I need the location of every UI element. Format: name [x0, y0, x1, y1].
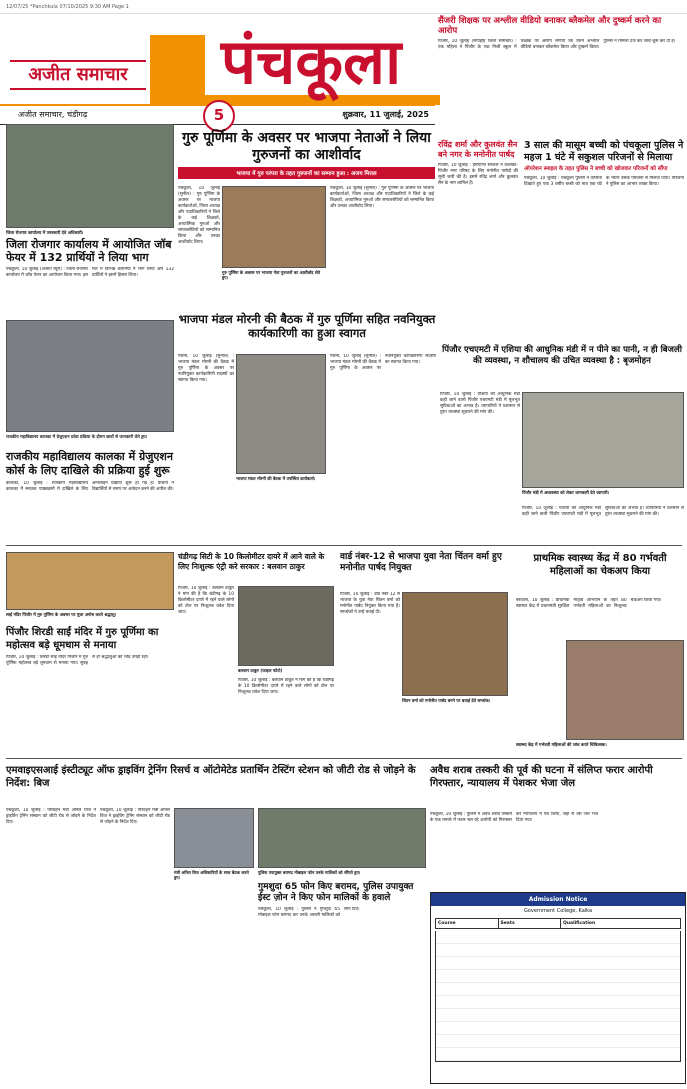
article-pinjore-mandi: [440, 345, 684, 389]
edition-date: शुक्रवार, 11 जुलाई, 2025: [342, 110, 429, 119]
article-child-rescue: [524, 140, 684, 340]
ad-col: Course: [436, 919, 499, 928]
admission-ad: [430, 892, 686, 1084]
photo-sai-mandir: [6, 552, 174, 610]
article-body: पंचकूला, 10 जुलाई : पंचकूला पुलिस ने तत्परता दिखाते हुए एक 3 वर्षीय बच्ची को मात्र एक घंटे के भीतर उसके परिजनों से मिलवा दिया। परिजनों ने पुलिस का आभार व्यक्त किया।: [524, 176, 684, 187]
edition-bar: [0, 104, 435, 125]
article-body-continued: मोरनी, 10 जुलाई (सुनील) : भाजपा मंडल मोरनी की बैठक में गुरु पूर्णिमा के अवसर पर नवनियुक्त कार्यकारिणी सदस्यों का स्वागत किया गया।: [330, 354, 436, 371]
article-body-continued: पंचकूला, 10 जुलाई (सुनील) : गुरु पूर्णिमा के अवसर पर भाजपा कार्यकर्ताओं, जिला अध्यक्ष और पदाधिकारियों ने जिले के कई शिक्षकों, अध्यात्मिक गुरुओं और समाजसेवियों को सम्मानित किया और उनका आशीर्वाद लिया।: [330, 186, 434, 209]
article-chandigarh: [178, 552, 336, 582]
headline: भाजपा मंडल मोरनी की बैठक में गुरु पूर्णिमा सहित नवनियुक्त कार्यकारिणी का हुआ स्वागत: [178, 312, 436, 340]
headline: रविंद्र शर्मा और कुलवंत सैन बने नगर के मनोनीत पार्षद: [438, 140, 518, 159]
article-body: पंचकूला, 10 जुलाई : पुलिस ने अवैध शराब तस्करी के एक मामले में फरार चल रहे आरोपी को गिरफ्तार कर न्यायालय में पेश किया, जहां से उसे जेल भेज दिया गया।: [430, 812, 598, 823]
edition-label: अजीत समाचार, चंडीगढ़: [18, 110, 88, 119]
article-ravinder: [438, 140, 518, 340]
article-body: पिंजौर, 10 जुलाई : बलवान ठाकुर ने मांग की है कि चंडीगढ़ के 10 किलोमीटर दायरे में रहने वाले लोगों को टोल पर निःशुल्क प्रवेश दिया जाए।: [178, 586, 234, 615]
caption: साईं मंदिर पिंजौर में गुरु पूर्णिमा के अवसर पर पूजा अर्चना करते श्रद्धालु।: [6, 612, 117, 617]
caption: गुरु पूर्णिमा के अवसर पर भाजपा नेता गुरुजनों का आशीर्वाद लेते हुए।: [222, 270, 321, 280]
headline: पिंजौर शिरडी साईं मंदिर में गुरु पूर्णिमा का महोत्सव बड़े धूमधाम से मनाया: [6, 627, 159, 651]
photo-balwan-thakur: [238, 586, 334, 666]
caption: बलवान ठाकुर (फाइल फोटो): [238, 668, 283, 673]
ad-table-body: [435, 931, 681, 1062]
article-ward12: [340, 552, 512, 588]
article-body: पंचकूला, 10 जुलाई : पुलिस ने गुमशुदा 65 मोबाइल फोन बरामद कर उनके असली मालिकों को सौंप दिए।: [258, 907, 360, 918]
photo-mobile-recovery: [258, 808, 426, 868]
tagline: भाजपा में गुरु परंपरा के तहत गुरुजनों का सम्मान हुआ : अजय मित्तल: [178, 167, 435, 179]
headline: चंडीगढ़ सिटी के 10 किलोमीटर दायरे में आने वाले के लिए निःशुल्क एंट्री करे सरकार : बलवान ठाकुर: [178, 552, 325, 571]
article-driving: [6, 764, 426, 804]
article-body-continued: पंचकूला, 10 जुलाई : परिवहन मंत्री अनिल विज ने ड्राइविंग ट्रेनिंग संस्थान को जीटी रोड से जोड़ने के निर्देश दिए।: [100, 808, 170, 825]
article-mobile-recovery: [258, 882, 426, 1078]
caption: पुलिस उपायुक्त बरामद मोबाइल फोन उनके मालिकों को सौंपते हुए।: [258, 870, 361, 875]
article-top-right: [438, 16, 682, 136]
caption: स्वास्थ्य केंद्र में गर्भवती महिलाओं की जांच करते चिकित्सक।: [516, 742, 607, 747]
article-college-kalka: [6, 450, 174, 550]
city-title: पंचकूला: [220, 25, 402, 98]
photo-office: [6, 124, 174, 228]
article-body: पिंजौर, 10 जुलाई (सपाद्दीह जिला समाचार) : एक महिला ने पिंजौर के एक निजी स्कूल में शिक्षक पर आरोप लगाया कि उसने अश्लील वीडियो बनाकर ब्लैकमेल किया और दुष्कर्म किया। पुलिस ने मामला दर्ज कर जांच शुरू कर दी है।: [438, 39, 676, 50]
caption: भाजपा मंडल मोरनी की बैठक में उपस्थित कार्यकर्ता।: [236, 476, 316, 481]
photo-chintan-verma: [402, 592, 508, 696]
newspaper-brand: अजीत समाचार: [10, 60, 146, 90]
article-body: पंचकूला, 10 जुलाई (सुनील) : गुरु पूर्णिमा के अवसर पर भाजपा कार्यकर्ताओं, जिला अध्यक्ष और पदाधिकारियों ने जिले के कई शिक्षकों, अध्यात्मिक गुरुओं और समाजसेवियों को सम्मानित किया और उनका आशीर्वाद लिया।: [178, 186, 220, 245]
photo-guru-purnima: [222, 186, 326, 268]
photo-bjp-mandal: [236, 354, 326, 474]
article-body: पिंजौर, 10 जुलाई : हरियाणा सरकार ने कालका-पिंजौर नगर परिषद के लिए मनोनीत पार्षदों की सूची जारी की है। इसमें रविंद्र शर्मा और कुलवंत सैन के नाम शामिल हैं।: [438, 163, 518, 186]
ad-subtitle: Government College, Kalka: [523, 908, 593, 914]
article-sai-mandir: [6, 626, 174, 756]
photo-mandi: [522, 392, 684, 488]
article-body: बरवाला, 10 जुलाई : प्राथमिक स्वास्थ्य केंद्र में प्रधानमंत्री सुरक्षित मातृत्व अभियान के तहत 80 गर्भवती महिलाओं का निःशुल्क चेकअप किया गया।: [516, 598, 662, 609]
ad-title: Admission Notice: [431, 893, 685, 906]
caption: राजकीय महाविद्यालय कालका में ग्रेजुएशन प्रवेश प्रक्रिया के दौरान छात्रों से जानकारी लेते हुए।: [6, 434, 148, 439]
article-body: पिंजौर, 10 जुलाई : शिरडी साईं मंदिर पिंजौर में गुरु पूर्णिमा महोत्सव बड़े धूमधाम से मनाया गया। सुबह से ही श्रद्धालुओं की भीड़ उमड़ी रही।: [6, 655, 149, 666]
article-body: पिंजौर, 10 जुलाई : एशिया की आधुनिक मंडी कही जाने वाली पिंजौर एचएमटी मंडी में मूलभूत सुविधाओं का अभाव है। व्यापारियों ने प्रशासन से तुरंत व्यवस्था सुधारने की मांग की।: [440, 392, 520, 415]
headline: गुमशुदा 65 फोन किए बरामद, पुलिस उपायुक्त ईस्ट ज़ोन ने किए फोन मालिकों के हवाले: [258, 882, 414, 903]
article-health-centre: [516, 552, 684, 594]
ad-table-header: [435, 918, 681, 929]
caption: मंत्री अनिल विज अधिकारियों के साथ बैठक करते हुए।: [174, 870, 249, 880]
headline: प्राथमिक स्वास्थ्य केंद्र में 80 गर्भवती महिलाओं का चेकअप किया: [533, 553, 667, 577]
headline: राजकीय महाविद्यालय कालका में ग्रेजुएशन कोर्स के लिए दाखिले की प्रक्रिया हुई शुरू: [6, 450, 174, 477]
headline: अवैध शराब तस्करी की पूर्व की घटना में संलिप्त फरार आरोपी गिरफ्तार, न्यायालय में पेशकर भेजा जेल: [430, 765, 653, 789]
ad-col: Seats: [499, 919, 562, 928]
caption: चिंतन वर्मा को मनोनीत पार्षद बनने पर बधाई देते समर्थक।: [402, 698, 491, 703]
headline: पिंजौर एचएमटी में एशिया की आधुनिक मंडी में न पीने का पानी, न ही बिजली की व्यवस्था, न शौचालय की उचित व्यवस्था है : बृजमोहन: [442, 345, 682, 366]
page-number: 5: [203, 100, 235, 132]
photo-vij-meeting: [174, 808, 254, 868]
photo-college: [6, 320, 174, 432]
article-body: मोरनी, 10 जुलाई (सुनील) : भाजपा मंडल मोरनी की बैठक में गुरु पूर्णिमा के अवसर पर नवनियुक्त कार्यकारिणी सदस्यों का स्वागत किया गया।: [178, 354, 234, 383]
article-body: पिंजौर, 10 जुलाई : वार्ड नंबर 12 से भाजपा के युवा नेता चिंतन वर्मा को मनोनीत पार्षद नियुक्त किया गया है। समर्थकों ने उन्हें बधाई दी।: [340, 592, 400, 615]
divider: [6, 758, 682, 759]
caption: जिला रोजगार कार्यालय में जानकारी देते अधिकारी।: [6, 230, 84, 235]
headline: 3 साल की मासूम बच्ची को पंचकूला पुलिस ने महज 1 घंटे में सकुशल परिजनों से मिलाया: [524, 140, 684, 163]
photo-health-centre: [566, 640, 684, 740]
ad-col: Qualification: [563, 921, 596, 926]
article-liquor: [430, 764, 684, 810]
headline: गुरु पूर्णिमा के अवसर पर भाजपा नेताओं ने लिया गुरुजनों का आशीर्वाद: [182, 130, 431, 163]
divider: [6, 545, 682, 546]
headline: सैंजरी शिक्षक पर अश्लील वीडियो बनाकर ब्लैकमेल और दुष्कर्म करने का आरोप: [438, 16, 662, 36]
headline: वार्ड नंबर-12 से भाजपा युवा नेता चिंतन वर्मा हुए मनोनीत पार्षद नियुक्त: [340, 552, 502, 573]
article-body: कालका, 10 जुलाई : राजकीय महाविद्यालय कालका में स्नातक पाठ्यक्रमों में दाखिले के लिए ऑनलाइन प्रक्रिया शुरू हो गई है। प्राचार्य ने विद्यार्थियों से समय पर आवेदन करने की अपील की।: [6, 481, 174, 492]
subhead: ऑपरेशन स्माइल के तहत पुलिस ने बच्ची को खोजकर परिजनों को सौंपा: [524, 166, 668, 172]
caption: पिंजौर मंडी में अव्यवस्था को लेकर जानकारी देते व्यापारी।: [522, 490, 610, 495]
article-body-continued: पिंजौर, 10 जुलाई : एशिया की आधुनिक मंडी कही जाने वाली पिंजौर एचएमटी मंडी में मूलभूत सुविधाओं का अभाव है। व्यापारियों ने प्रशासन से तुरंत व्यवस्था सुधारने की मांग की।: [522, 506, 684, 517]
article-body: पंचकूला, 10 जुलाई (अजीत ब्यूरो) : जिला रोजगार कार्यालय में जॉब फेयर का आयोजन किया गया। इस मेले में विभिन्न कंपनियों ने भाग लिया और 132 प्रार्थियों ने इसमें हिस्सा लिया।: [6, 267, 174, 278]
headline: एमवाइएसआई इंस्टीट्यूट ऑफ ड्राइविंग ट्रेनिंग रिसर्च व ऑटोमेटेड प्रतार्थिन टेस्टिंग स्टेशन को जीटी रोड से जोड़ने के निर्देश: बिज: [6, 765, 416, 789]
article-bjp-mandal: [178, 312, 436, 352]
article-body-continued: पिंजौर, 10 जुलाई : बलवान ठाकुर ने मांग की है कि चंडीगढ़ के 10 किलोमीटर दायरे में रहने वाले लोगों को टोल पर निःशुल्क प्रवेश दिया जाए।: [238, 678, 334, 695]
print-line: 12/07/25 *Panchkula 07/10/2025 9:30 AM Page 1: [0, 0, 687, 14]
article-body: पंचकूला, 10 जुलाई : परिवहन मंत्री अनिल विज ने ड्राइविंग ट्रेनिंग संस्थान को जीटी रोड से जोड़ने के निर्देश दिए।: [6, 808, 96, 825]
headline: जिला रोजगार कार्यालय में आयोजित जॉब फेयर में 132 प्रार्थियों ने लिया भाग: [6, 238, 172, 264]
